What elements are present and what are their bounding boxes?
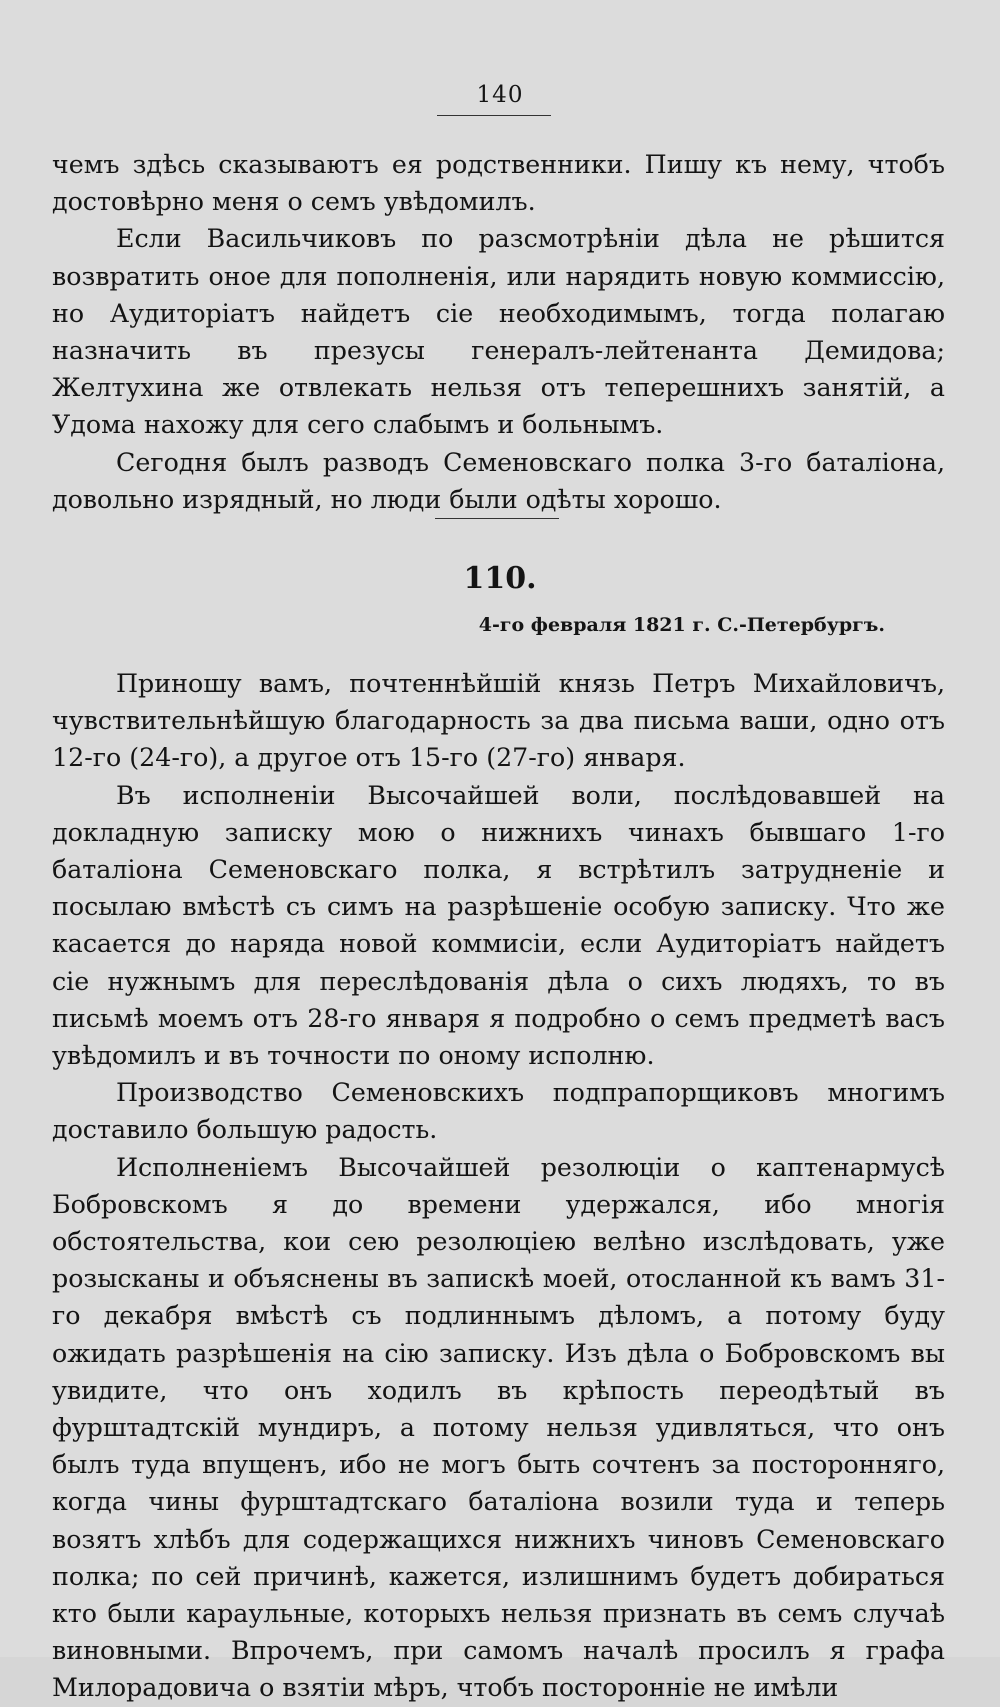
text-block-top bbox=[52, 146, 945, 518]
letter-number: 110. bbox=[463, 561, 537, 596]
paragraph: Если Васильчиковъ по разсмотрѣніи дѣла не рѣшится возвратить оное для пополненія, или нарядить новую коммиссію, но Аудиторіатъ найдетъ сіе необходимымъ, тогда полагаю назначить въ презусы генералъ-лейтенанта Демидова; Желтухина же отвлекать нельзя отъ теперешнихъ занятій, а Удома нахожу для сего слабымъ и больнымъ. bbox=[52, 224, 945, 440]
letter-body bbox=[52, 665, 945, 1707]
letter-dateline: 4-го февраля 1821 г. С.-Петербургъ. bbox=[478, 614, 885, 636]
paragraph: Производство Семеновскихъ подпрапорщиковъ многимъ доставило большую радость. bbox=[52, 1078, 945, 1145]
section-divider bbox=[435, 518, 559, 519]
paragraph: чемъ здѣсь сказываютъ ея родственники. Пишу къ нему, чтобъ достовѣрно меня о семъ увѣдомилъ. bbox=[52, 150, 945, 217]
header-rule bbox=[437, 115, 551, 116]
paragraph: Исполненіемъ Высочайшей резолюціи о каптенармусѣ Бобровскомъ я до времени удержался, ибо многія обстоятельства, кои сею резолюціею велѣно изслѣдовать, уже розысканы и объяснены въ запискѣ моей, отосланной къ вамъ 31-го декабря вмѣстѣ съ подлиннымъ дѣломъ, а потому буду ожидать разрѣшенія на сію записку. Изъ дѣла о Бобровскомъ вы увидите, что онъ ходилъ въ крѣпость переодѣтый въ фурштадтскій мундиръ, а потому нельзя удивляться, что онъ былъ туда впущенъ, ибо не могъ быть сочтенъ за посторонняго, когда чины фурштадтскаго баталіона возили туда и теперь возятъ хлѣбъ для содержащихся нижнихъ чиновъ Семеновскаго полка; по сей причинѣ, кажется, излишнимъ будетъ добираться кто были караульные, которыхъ нельзя признать въ семъ случаѣ виновными. Впрочемъ, при самомъ началѣ просилъ я графа Милорадовича о взятіи мѣръ, чтобъ посторонніе не имѣли bbox=[52, 1152, 945, 1703]
paragraph: Приношу вамъ, почтеннѣйшій князь Петръ Михайловичъ, чувствительнѣйшую благодарность за два письма ваши, одно отъ 12-го (24-го), а другое отъ 15-го (27-го) января. bbox=[52, 669, 945, 773]
paragraph: Сегодня былъ разводъ Семеновскаго полка 3-го баталіона, довольно изрядный, но люди были одѣты хорошо. bbox=[52, 447, 945, 514]
page-number: 140 bbox=[476, 82, 524, 108]
paragraph: Въ исполненіи Высочайшей воли, послѣдовавшей на докладную записку мою о нижнихъ чинахъ бывшаго 1-го баталіона Семеновскаго полка, я встрѣтилъ затрудненіе и посылаю вмѣстѣ съ симъ на разрѣшеніе особую записку. Что же касается до наряда новой коммисіи, если Аудиторіатъ найдетъ сіе нужнымъ для переслѣдованія дѣла о сихъ людяхъ, то въ письмѣ моемъ отъ 28-го января я подробно о семъ предметѣ васъ увѣдомилъ и въ точности по оному исполню. bbox=[52, 780, 945, 1071]
